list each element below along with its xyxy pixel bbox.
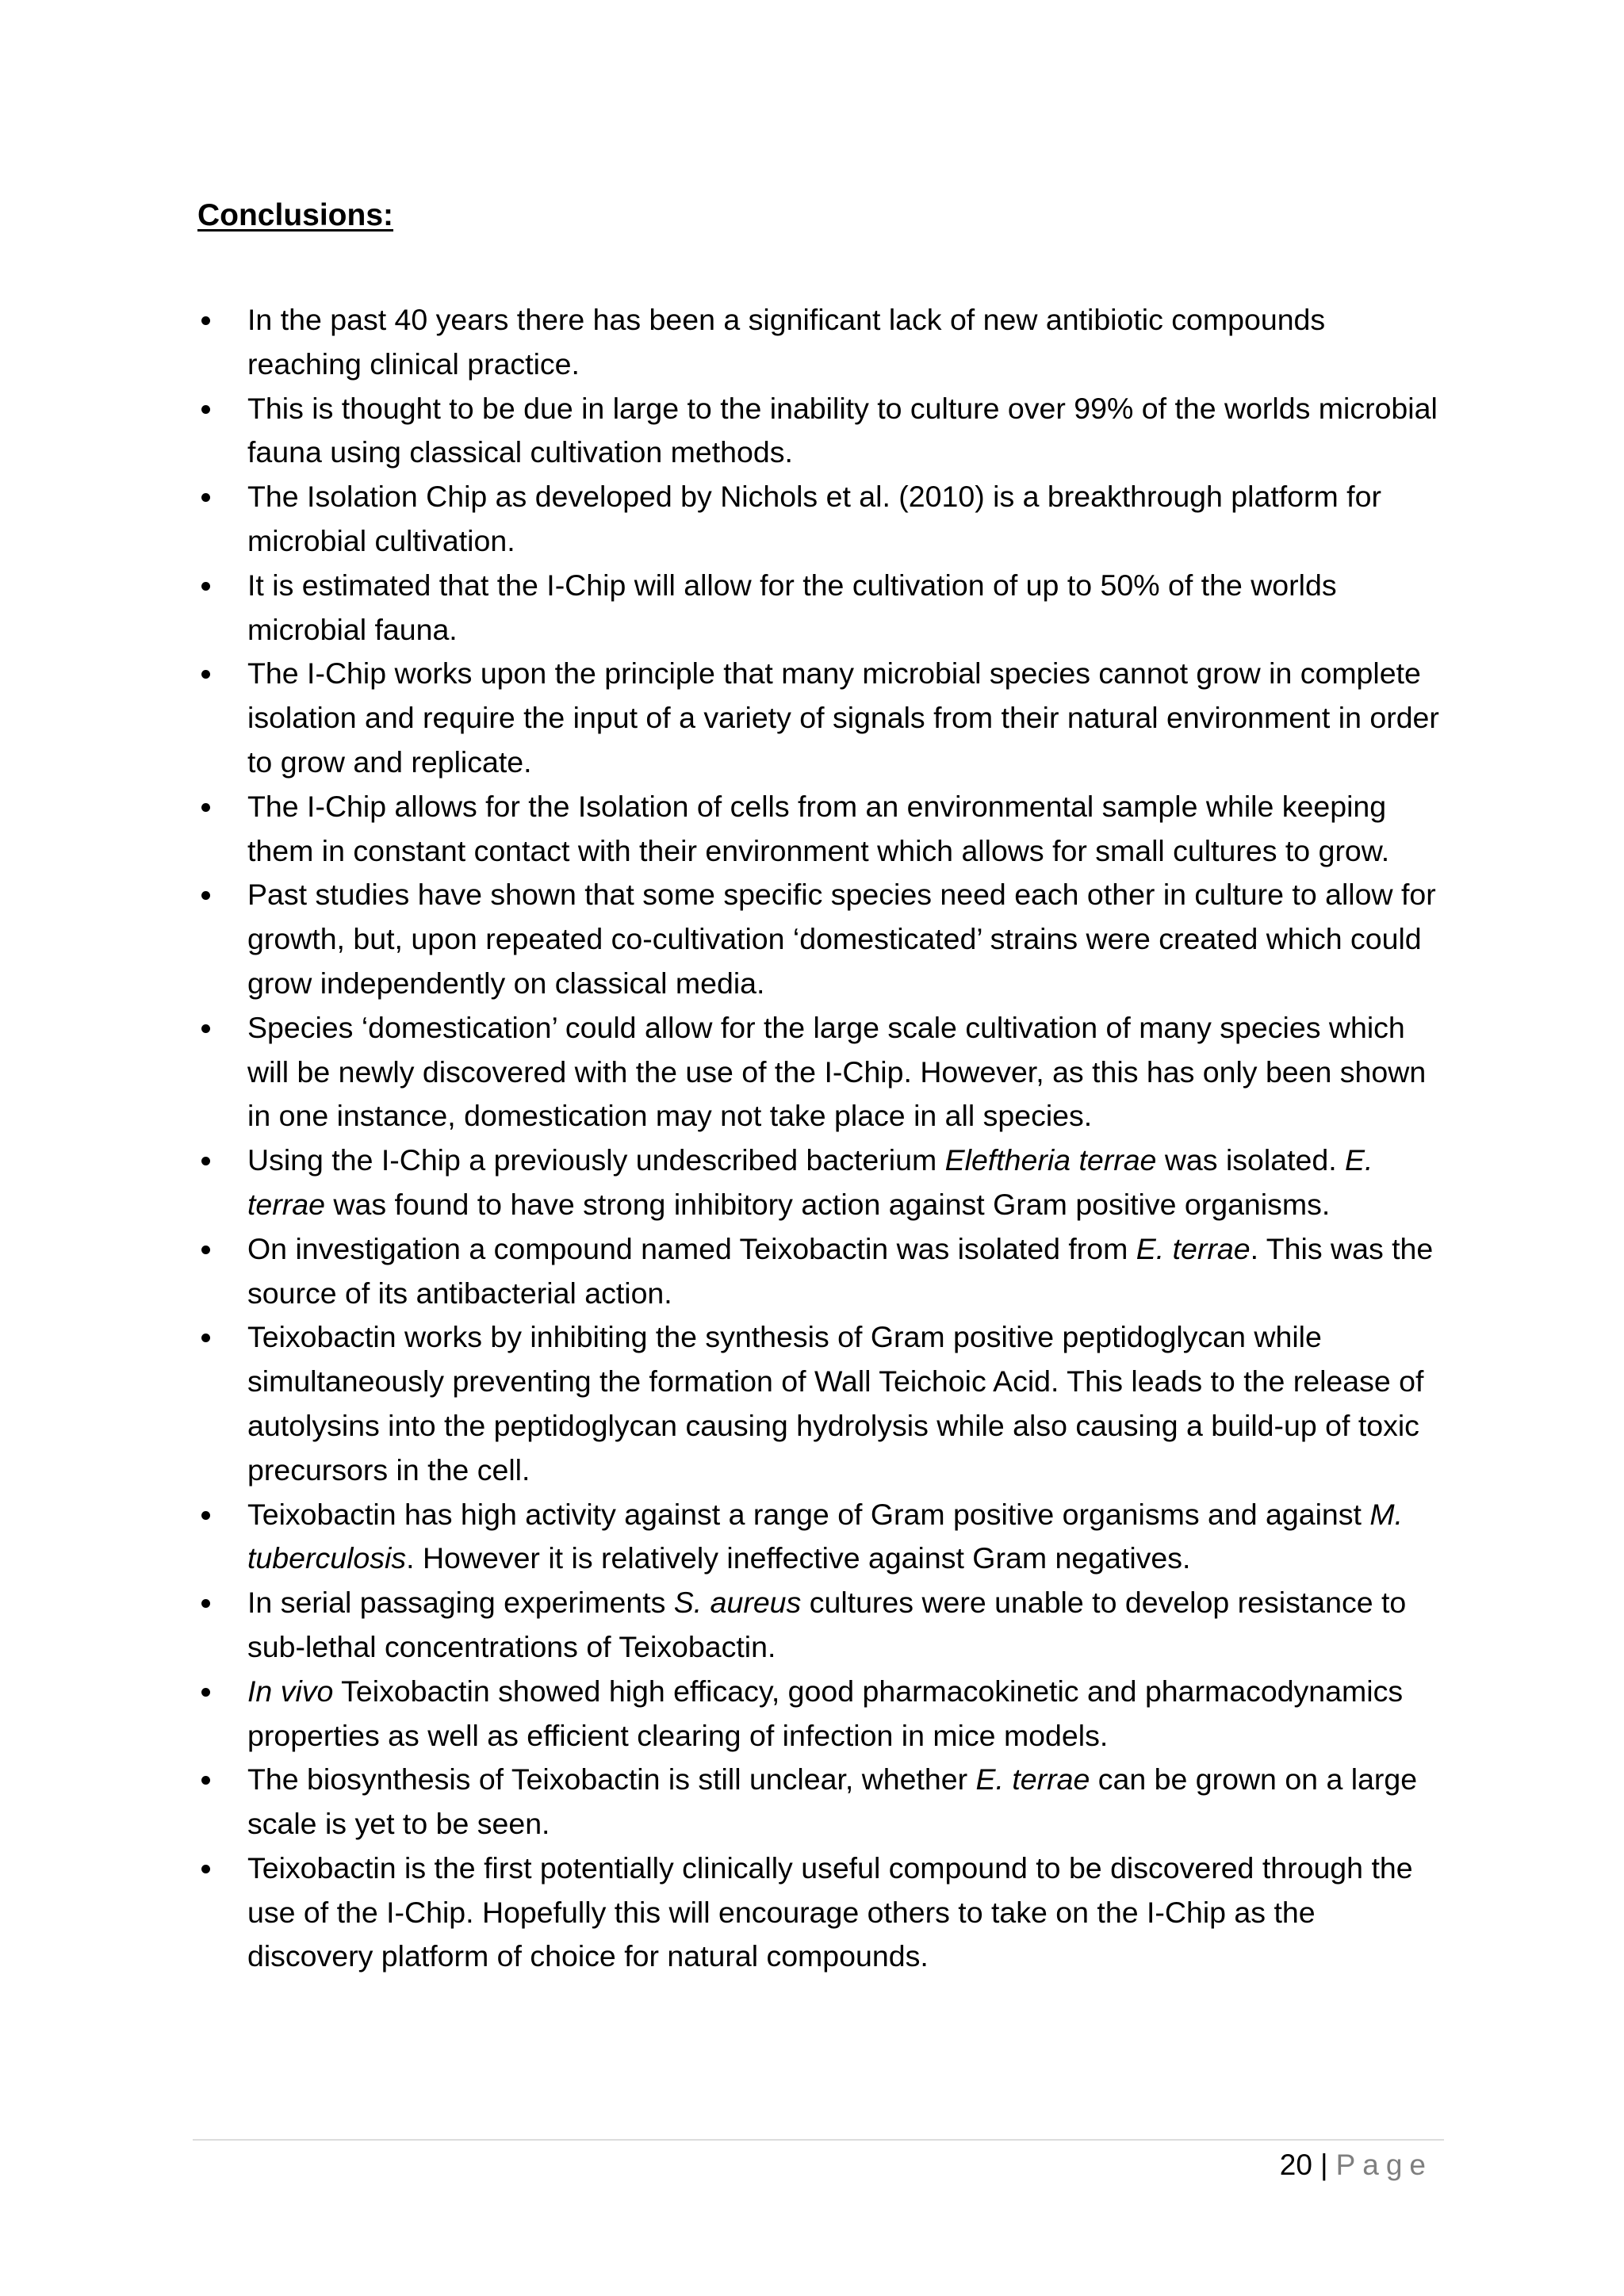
bullet-text — [247, 1581, 1442, 1670]
text-segment: Teixobactin is the first potentially clinically useful compound to be discovered through the use of the I-Chip. Hopefully this will encourage others to take on the I-Chip as the discovery platform of choice for natural compounds. — [247, 1850, 1413, 1973]
text-segment: Past studies have shown that some specific species need each other in culture to allow for growth, but, upon repeated co-cultivation ‘domesticated’ strains were created which could grow independently on classical media. — [247, 878, 1436, 1000]
bullet-text — [247, 873, 1442, 1005]
bullet-dot-icon — [201, 582, 210, 591]
text-segment: The Isolation Chip as developed by Nichols et al. (2010) is a breakthrough platform for microbial cultivation. — [247, 480, 1381, 557]
bullet-text — [247, 1227, 1442, 1316]
bullet-text — [247, 1006, 1442, 1138]
page-number: 20 — [1279, 2149, 1312, 2181]
text-segment: On investigation a compound named Teixobactin was isolated from — [247, 1231, 1136, 1265]
bullet-item — [197, 1138, 1442, 1227]
text-segment: was isolated. — [1156, 1143, 1346, 1177]
bullet-text — [247, 1758, 1442, 1846]
bullet-dot-icon — [201, 316, 210, 325]
text-segment: The I-Chip allows for the Isolation of cells from an environmental sample while keeping them in constant contact with their environment which allows for small cultures to grow. — [247, 789, 1390, 867]
text-segment: In serial passaging experiments — [247, 1586, 674, 1620]
bullet-item — [197, 1758, 1442, 1846]
text-segment: It is estimated that the I-Chip will allow for the cultivation of up to 50% of the worlds microbial fauna. — [247, 568, 1337, 646]
bullet-dot-icon — [201, 1511, 210, 1520]
bullet-text — [247, 1846, 1442, 1979]
bullet-item — [197, 564, 1442, 652]
italic-term: In vivo — [247, 1674, 334, 1708]
page-footer — [1280, 2145, 1433, 2185]
italic-term: Eleftheria terrae — [944, 1143, 1157, 1177]
bullet-item — [197, 1581, 1442, 1670]
bullet-text — [247, 564, 1442, 652]
text-segment: The I-Chip works upon the principle that many microbial species cannot grow in complete isolation and require the input of a variety of signals from their natural environment in order to grow and replicate. — [247, 656, 1439, 779]
bullet-text — [247, 1670, 1442, 1758]
italic-term: E. terrae — [1136, 1231, 1251, 1265]
bullet-dot-icon — [201, 670, 210, 679]
bullet-text — [247, 1493, 1442, 1582]
bullet-item — [197, 652, 1442, 784]
bullet-text — [247, 652, 1442, 784]
bullet-dot-icon — [201, 493, 210, 502]
bullet-item — [197, 785, 1442, 874]
text-segment: Teixobactin showed high efficacy, good pharmacokinetic and pharmacodynamics properties as well as efficient clearing of infection in mice models. — [247, 1674, 1404, 1752]
bullet-item — [197, 1493, 1442, 1582]
bullet-item — [197, 475, 1442, 564]
bullet-dot-icon — [201, 803, 210, 812]
bullet-dot-icon — [201, 1157, 210, 1165]
bullet-dot-icon — [201, 1334, 210, 1342]
bullet-dot-icon — [201, 1688, 210, 1697]
bullet-dot-icon — [201, 891, 210, 900]
bullet-item — [197, 387, 1442, 476]
text-segment: Teixobactin works by inhibiting the synthesis of Gram positive peptidoglycan while simultaneously preventing the formation of Wall Teichoic Acid. This leads to the release of autolysins into the peptidoglycan causing hydrolysis while also causing a build-up of toxic precursors in the cell. — [247, 1320, 1424, 1487]
bullet-item — [197, 1227, 1442, 1316]
bullet-item — [197, 1315, 1442, 1492]
bullet-dot-icon — [201, 1024, 210, 1033]
italic-term: M. tuberculosis — [247, 1497, 1404, 1575]
footer-divider — [193, 2139, 1444, 2141]
italic-term: E. terrae — [247, 1143, 1373, 1221]
bullet-item — [197, 298, 1442, 387]
bullet-text — [247, 785, 1442, 874]
bullet-dot-icon — [201, 1599, 210, 1608]
text-segment: cultures were unable to develop resistance to sub-lethal concentrations of Teixobactin. — [247, 1586, 1407, 1663]
bullet-text — [247, 387, 1442, 476]
bullet-item — [197, 873, 1442, 1005]
section-heading: Conclusions: — [197, 198, 394, 232]
text-segment: This is thought to be due in large to the inability to culture over 99% of the worlds microbial fauna using classical cultivation methods. — [247, 391, 1438, 469]
bullet-text — [247, 475, 1442, 564]
text-segment: Teixobactin has high activity against a range of Gram positive organisms and against — [247, 1497, 1370, 1531]
bullet-dot-icon — [201, 405, 210, 414]
italic-term: E. terrae — [975, 1762, 1090, 1797]
bullet-dot-icon — [201, 1246, 210, 1254]
text-segment: Using the I-Chip a previously undescribed bacterium — [247, 1143, 945, 1177]
bullet-text — [247, 1315, 1442, 1492]
bullet-dot-icon — [201, 1776, 210, 1785]
text-segment: was found to have strong inhibitory action against Gram positive organisms. — [324, 1187, 1331, 1221]
text-segment: Species ‘domestication’ could allow for the large scale cultivation of many species which will be newly discovered with the use of the I-Chip. However, as this has only been shown in one instance, domestication may not take place in all species. — [247, 1010, 1427, 1133]
bullet-dot-icon — [201, 1865, 210, 1873]
text-segment: In the past 40 years there has been a significant lack of new antibiotic compounds reaching clinical practice. — [247, 303, 1326, 381]
text-segment: can be grown on a large scale is yet to be seen. — [247, 1762, 1418, 1841]
text-segment: . However it is relatively ineffective against Gram negatives. — [406, 1541, 1191, 1575]
bullet-text — [247, 1138, 1442, 1227]
italic-term: S. aureus — [673, 1586, 802, 1620]
bullet-item — [197, 1670, 1442, 1758]
bullet-item — [197, 1006, 1442, 1138]
bullet-text — [247, 298, 1442, 387]
text-segment: The biosynthesis of Teixobactin is still unclear, whether — [247, 1762, 976, 1797]
footer-separator: | — [1320, 2149, 1328, 2181]
page-label: Page — [1335, 2149, 1433, 2181]
conclusions-bullet-list — [197, 298, 1442, 1979]
bullet-item — [197, 1846, 1442, 1979]
text-segment: . This was the source of its antibacterial action. — [247, 1231, 1434, 1310]
